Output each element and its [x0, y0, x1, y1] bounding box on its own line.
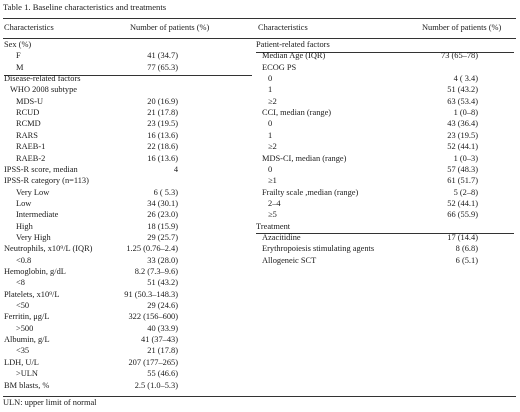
row-label: Azacitidine	[262, 232, 301, 242]
row-value: 22 (18.6)	[147, 142, 178, 152]
row-value: 41 (37–43)	[141, 335, 178, 345]
row-label: ≥2	[268, 96, 277, 106]
header-right-characteristic: Characteristics	[258, 23, 308, 32]
row-value: 4	[173, 164, 178, 174]
row-value: 207 (177–265)	[128, 357, 178, 367]
row-label: ≥1	[268, 176, 277, 186]
row-label: High	[16, 221, 33, 231]
row-label: Allogeneic SCT	[262, 255, 317, 265]
row-value: 66 (55.9)	[447, 210, 478, 220]
row-value: 1 (0–8)	[453, 108, 478, 118]
row-label: Treatment	[256, 221, 291, 231]
table-row	[4, 177, 252, 188]
row-value: 23 (19.5)	[447, 130, 478, 140]
table-row	[4, 41, 252, 52]
table-row	[4, 268, 252, 279]
header-left-patients: Number of patients (%)	[130, 23, 210, 32]
row-label: F	[16, 51, 21, 61]
row-label: ≥5	[268, 210, 277, 220]
table-row	[4, 359, 252, 370]
table-row	[256, 155, 514, 166]
top-rule	[3, 18, 516, 19]
table-row	[4, 64, 252, 75]
row-label: Sex (%)	[4, 40, 32, 49]
row-label: 0	[268, 119, 273, 129]
table-row	[4, 166, 252, 177]
table-row	[256, 109, 514, 120]
row-label: 1	[268, 130, 273, 140]
table-row	[4, 155, 252, 166]
row-value: 6 (5.1)	[455, 255, 478, 265]
table-row	[4, 109, 252, 120]
row-label: RAEB-2	[16, 153, 46, 163]
table-row	[4, 211, 252, 222]
row-label: Intermediate	[16, 210, 59, 220]
row-label: RCMD	[16, 119, 41, 129]
row-label: IPSS-R score, median	[4, 164, 78, 174]
table-row	[4, 52, 252, 63]
row-label: 0	[268, 74, 273, 84]
row-label: WHO 2008 subtype	[10, 85, 77, 95]
table-row	[4, 132, 252, 143]
row-label: RAEB-1	[16, 142, 46, 152]
row-value: 20 (16.9)	[147, 96, 178, 106]
row-value: 40 (33.9)	[147, 323, 178, 333]
table-row	[4, 189, 252, 200]
row-value: 8 (6.8)	[455, 244, 478, 254]
table-row	[256, 234, 514, 245]
table-row	[4, 245, 252, 256]
table-row	[256, 189, 514, 200]
row-value: 51 (43.2)	[147, 278, 178, 288]
table-row	[256, 166, 514, 177]
row-value: 91 (50.3–148.3)	[124, 289, 178, 299]
row-value: 18 (15.9)	[147, 221, 178, 231]
row-label: <35	[16, 346, 30, 356]
row-value: 16 (13.6)	[147, 130, 178, 140]
table-row	[4, 313, 252, 324]
row-value: 77 (65.3)	[147, 62, 178, 72]
row-value: 1.25 (0.76–2.4)	[126, 244, 178, 254]
row-value: 52 (44.1)	[447, 142, 478, 152]
row-label: Neutrophils, x10⁹/L (IQR)	[4, 244, 93, 254]
table-row	[256, 41, 514, 52]
table-row	[4, 75, 252, 86]
row-label: Very Low	[16, 187, 50, 197]
row-label: >500	[16, 323, 34, 333]
table-row	[256, 86, 514, 97]
table-row	[4, 370, 252, 381]
row-value: 34 (30.1)	[147, 198, 178, 208]
row-value: 51 (43.2)	[447, 85, 478, 95]
table-row	[4, 325, 252, 336]
row-value: 73 (65–78)	[441, 51, 478, 61]
table-row	[256, 200, 514, 211]
table-row	[256, 132, 514, 143]
header-right-patients: Number of patients (%)	[422, 23, 502, 32]
row-label: Hemoglobin, g/dL	[4, 267, 66, 276]
table-row	[4, 336, 252, 347]
row-value: 43 (36.4)	[447, 119, 478, 129]
table-row	[4, 200, 252, 211]
row-value: 6 ( 5.3)	[153, 187, 178, 197]
table-footnote: ULN: upper limit of normal	[3, 398, 97, 407]
row-label: Low	[16, 198, 32, 208]
row-value: 29 (24.6)	[147, 301, 178, 311]
row-label: Erythropoiesis stimulating agents	[262, 244, 375, 254]
row-label: <50	[16, 301, 30, 311]
row-value: 16 (13.6)	[147, 153, 178, 163]
table-row	[4, 143, 252, 154]
row-value: 21 (17.8)	[147, 346, 178, 356]
row-label: Platelets, x10⁹/L	[4, 289, 60, 299]
row-label: IPSS-R category (n=113)	[4, 176, 89, 186]
table-row	[256, 245, 514, 256]
table-row	[256, 211, 514, 222]
row-value: 1 (0–3)	[453, 153, 478, 163]
row-value: 52 (44.1)	[447, 198, 478, 208]
row-label: 2–4	[268, 198, 281, 208]
table-row	[4, 347, 252, 358]
row-value: 2.5 (1.0–5.3)	[134, 380, 178, 390]
table-row	[256, 223, 514, 234]
table-row	[256, 143, 514, 154]
row-value: 4 ( 3.4)	[453, 74, 478, 84]
row-value: 41 (34.7)	[147, 51, 178, 61]
table-row	[256, 257, 514, 268]
row-label: LDH, U/L	[4, 357, 39, 367]
row-label: Median Age (IQR)	[262, 51, 326, 61]
row-value: 61 (51.7)	[447, 176, 478, 186]
row-value: 63 (53.4)	[447, 96, 478, 106]
table-row	[4, 234, 252, 245]
row-label: RARS	[16, 130, 38, 140]
row-value: 21 (17.8)	[147, 108, 178, 118]
row-value: 5 (2–8)	[453, 187, 478, 197]
table-row	[4, 257, 252, 268]
header-rule	[3, 38, 516, 39]
table-row	[256, 120, 514, 131]
row-label: BM blasts, %	[4, 380, 50, 390]
row-label: RCUD	[16, 108, 40, 118]
row-value: 33 (28.0)	[147, 255, 178, 265]
table-row	[256, 52, 514, 63]
table-row	[4, 302, 252, 313]
row-label: CCI, median (range)	[262, 108, 332, 118]
table-row	[4, 120, 252, 131]
table-row	[4, 86, 252, 97]
row-label: Ferritin, μg/L	[4, 312, 50, 322]
row-label: <8	[16, 278, 25, 288]
row-value: 17 (14.4)	[447, 232, 478, 242]
row-value: 322 (156–600)	[128, 312, 178, 322]
table-row	[4, 223, 252, 234]
row-label: MDS-U	[16, 96, 43, 106]
row-value: 23 (19.5)	[147, 119, 178, 129]
table-caption: Table 1. Baseline characteristics and treatments	[3, 2, 167, 12]
row-value: 29 (25.7)	[147, 232, 178, 242]
table-row	[4, 98, 252, 109]
table-row	[4, 382, 252, 393]
row-value: 57 (48.3)	[447, 164, 478, 174]
row-label: <0.8	[16, 255, 32, 265]
row-label: M	[16, 62, 24, 72]
header-left-characteristic: Characteristics	[4, 23, 54, 32]
table-row	[4, 291, 252, 302]
row-label: ECOG PS	[262, 62, 297, 72]
row-label: Frailty scale ,median (range)	[262, 187, 359, 197]
row-label: 1	[268, 85, 273, 95]
row-label: MDS-CI, median (range)	[262, 153, 347, 163]
row-label: Albumin, g/L	[4, 335, 50, 345]
table-row	[256, 75, 514, 86]
table-row	[256, 64, 514, 75]
row-label: Very High	[16, 232, 51, 242]
row-value: 55 (46.6)	[147, 369, 178, 379]
row-value: 8.2 (7.3–9.6)	[134, 267, 178, 276]
row-label: >ULN	[16, 369, 38, 379]
table-row	[256, 177, 514, 188]
table-row	[4, 279, 252, 290]
row-value: 26 (23.0)	[147, 210, 178, 220]
row-label: Patient-related factors	[256, 40, 330, 49]
row-label: ≥2	[268, 142, 277, 152]
row-label: 0	[268, 164, 273, 174]
table-row	[256, 98, 514, 109]
bottom-rule	[3, 396, 516, 397]
row-label: Disease-related factors	[4, 74, 81, 84]
